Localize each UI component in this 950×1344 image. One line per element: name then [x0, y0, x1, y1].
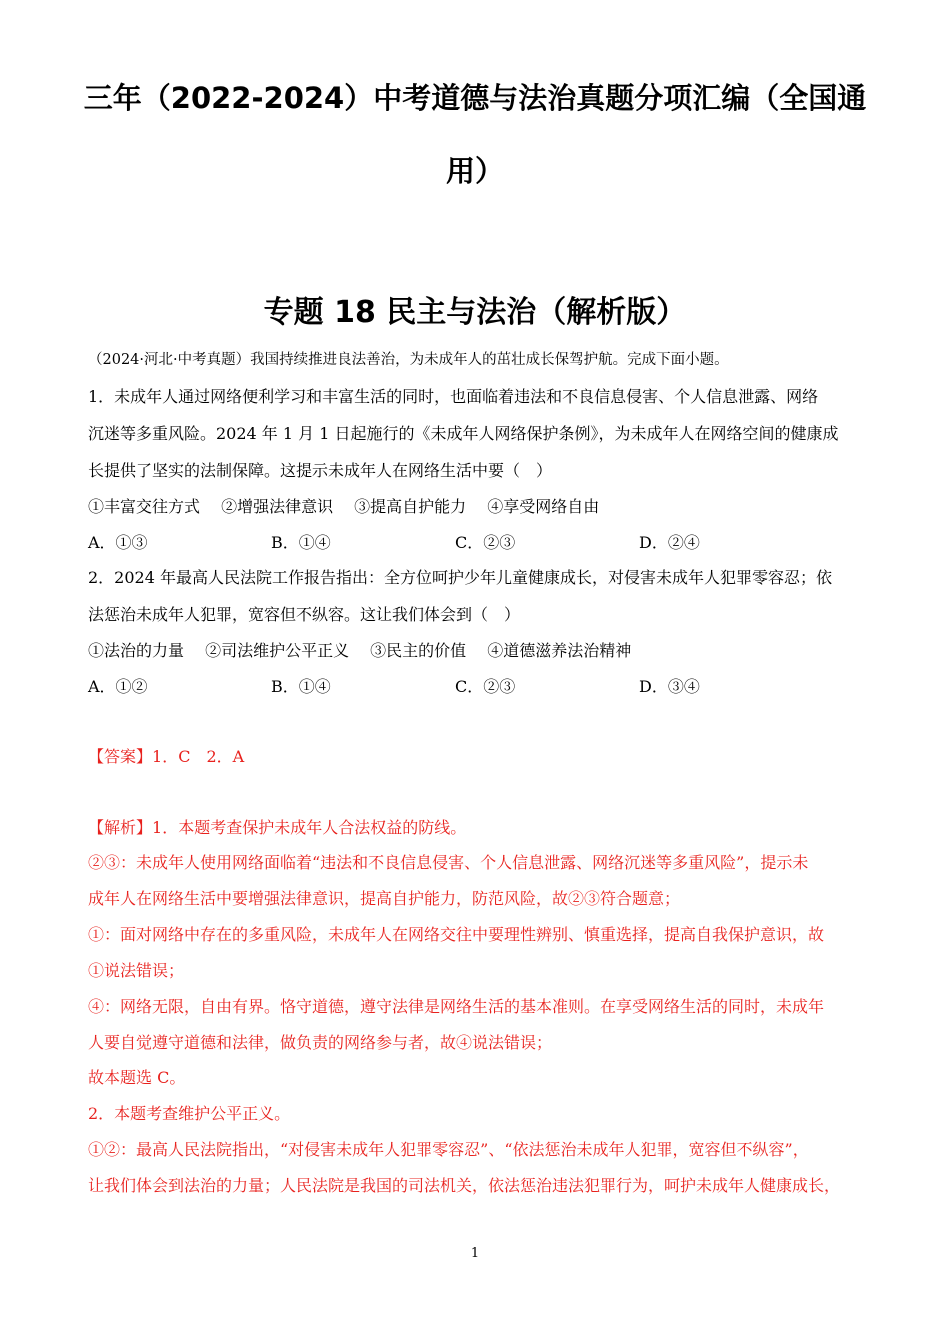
question-2-option-c: C．②③ — [455, 677, 516, 696]
analysis-line: 2．本题考查维护公平正义。 — [88, 1104, 291, 1123]
analysis-line: 人要自觉遵守道德和法律，做负责的网络参与者，故④说法错误； — [88, 1033, 553, 1052]
question-1-line-3: 长提供了坚实的法制保障。这提示未成年人在网络生活中要（ ） — [88, 461, 553, 480]
answer-label: 【答案】 — [88, 747, 153, 766]
analysis-label: 【解析】 — [88, 818, 153, 837]
analysis-line: 成年人在网络生活中要增强法律意识，提高自护能力，防范风险，故②③符合题意； — [88, 889, 681, 908]
intro-text: （2024·河北·中考真题）我国持续推进良法善治，为未成年人的茁壮成长保驾护航。完成下面小题。 — [88, 352, 729, 368]
section-subtitle: 专题 18 民主与法治（解析版） — [263, 295, 687, 330]
question-2-option-d: D．③④ — [639, 677, 700, 696]
analysis-line: 让我们体会到法治的力量；人民法院是我国的司法机关，依法惩治违法犯罪行为，呵护未成年人健康成长， — [88, 1176, 841, 1195]
page-number: 1 — [470, 1246, 480, 1261]
analysis-line: ①说法错误； — [88, 961, 185, 980]
page-title-line2: 用） — [445, 154, 504, 188]
analysis-line: ①：面对网络中存在的多重风险，未成年人在网络交往中要理性辨别、慎重选择，提高自我保护意识，故 — [88, 925, 825, 944]
question-2-statements: ①法治的力量 ②司法维护公平正义 ③民主的价值 ④道德滋养法治精神 — [88, 641, 632, 660]
analysis-line: ②③：未成年人使用网络面临着“违法和不良信息侵害、个人信息泄露、网络沉迷等多重风险”，提示未 — [88, 853, 809, 872]
analysis-line: ①②：最高人民法院指出，“对侵害未成年人犯罪零容忍”、“依法惩治未成年人犯罪，宽容但不纵容”， — [88, 1140, 809, 1159]
question-1-option-b: B．①④ — [271, 533, 331, 552]
question-1-line-2: 沉迷等多重风险。2024 年 1 月 1 日起施行的《未成年人网络保护条例》，为未成年人在网络空间的健康成 — [88, 424, 839, 443]
question-2-option-b: B．①④ — [271, 677, 331, 696]
question-1-statements: ①丰富交往方式 ②增强法律意识 ③提高自护能力 ④享受网络自由 — [88, 497, 600, 516]
analysis-first-line: 1．本题考查保护未成年人合法权益的防线。 — [152, 818, 467, 837]
question-2-line-1: 2．2024 年最高人民法院工作报告指出：全方位呵护少年儿童健康成长，对侵害未成年人犯罪零容忍；依 — [88, 568, 832, 587]
answer-row — [88, 747, 244, 767]
page-title-line1: 三年（2022-2024）中考道德与法治真题分项汇编（全国通 — [83, 81, 867, 115]
question-1-option-c: C．②③ — [455, 533, 516, 552]
analysis-line: ④：网络无限，自由有界。恪守道德，遵守法律是网络生活的基本准则。在享受网络生活的同时，未成年 — [88, 997, 825, 1016]
answer-text: 1．C 2．A — [152, 747, 245, 766]
analysis-line: 故本题选 C。 — [88, 1068, 186, 1087]
question-2-line-2: 法惩治未成年人犯罪，宽容但不纵容。这让我们体会到（ ） — [88, 605, 521, 624]
question-2-option-a: A．①② — [88, 677, 148, 696]
question-1-option-d: D．②④ — [639, 533, 700, 552]
question-1-line-1: 1．未成年人通过网络便利学习和丰富生活的同时，也面临着违法和不良信息侵害、个人信息泄露、网络 — [88, 387, 819, 406]
analysis-heading — [88, 818, 466, 838]
question-1-option-a: A．①③ — [88, 533, 148, 552]
